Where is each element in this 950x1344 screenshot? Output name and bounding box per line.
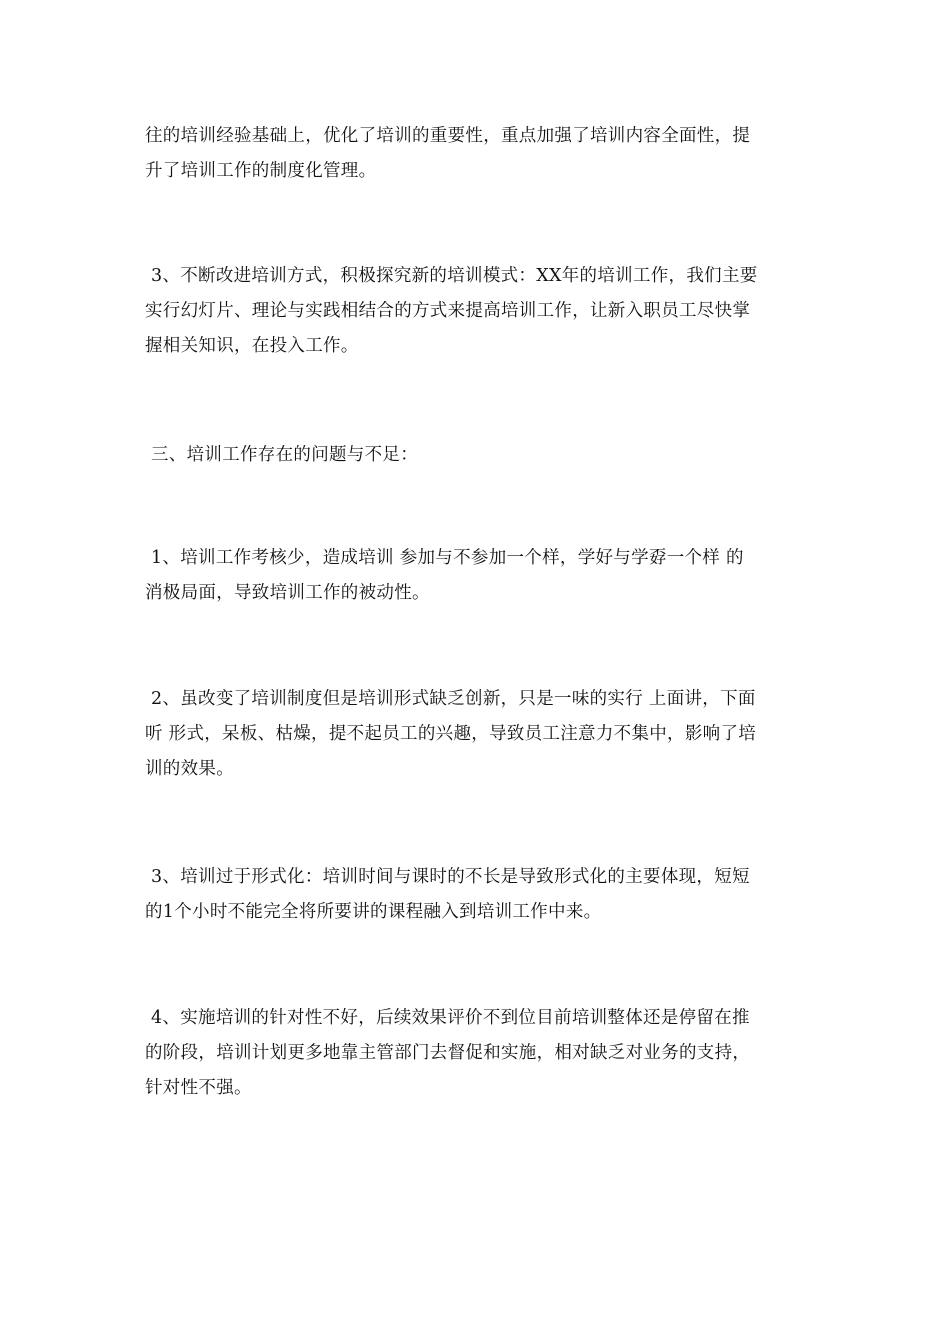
section-heading-text: 三、培训工作存在的问题与不足： [151, 445, 418, 465]
paragraph-problem-3 [145, 860, 815, 930]
section-heading-problems [145, 438, 815, 473]
text-line: 握相关知识，在投入工作。 [145, 336, 359, 356]
text-line: 升了培训工作的制度化管理。 [145, 161, 377, 181]
text-line: 消极局面，导致培训工作的被动性。 [145, 583, 430, 603]
text-line: 针对性不强。 [145, 1078, 252, 1098]
text-line: 实行幻灯片、理论与实践相结合的方式来提高培训工作，让新入职员工尽快掌 [145, 301, 751, 321]
text-line: 2、虽改变了培训制度但是培训形式缺乏创新，只是一味的实行 上面讲，下面 [151, 689, 756, 709]
paragraph-problem-1 [145, 541, 815, 611]
paragraph-improve-training-methods [145, 259, 815, 364]
paragraph-problem-4 [145, 1001, 815, 1106]
paragraph-training-experience [145, 119, 815, 189]
paragraph-problem-2 [145, 682, 815, 787]
text-line: 的1个小时不能完全将所要讲的课程融入到培训工作中来。 [145, 902, 602, 922]
text-line: 训的效果。 [145, 759, 234, 779]
text-line: 的阶段，培训计划更多地靠主管部门去督促和实施，相对缺乏对业务的支持， [145, 1043, 751, 1063]
text-line: 听 形式，呆板、枯燥，提不起员工的兴趣，导致员工注意力不集中，影响了培 [145, 724, 757, 744]
text-line: 3、培训过于形式化：培训时间与课时的不长是导致形式化的主要体现，短短 [151, 867, 750, 887]
text-line: 3、不断改进培训方式，积极探究新的培训模式：XX年的培训工作，我们主要 [151, 266, 758, 286]
text-line: 1、培训工作考核少，造成培训 参加与不参加一个样，学好与学孬一个样 的 [151, 548, 744, 568]
text-line: 4、实施培训的针对性不好，后续效果评价不到位目前培训整体还是停留在推 [151, 1008, 750, 1028]
text-line: 往的培训经验基础上，优化了培训的重要性，重点加强了培训内容全面性，提 [145, 126, 751, 146]
